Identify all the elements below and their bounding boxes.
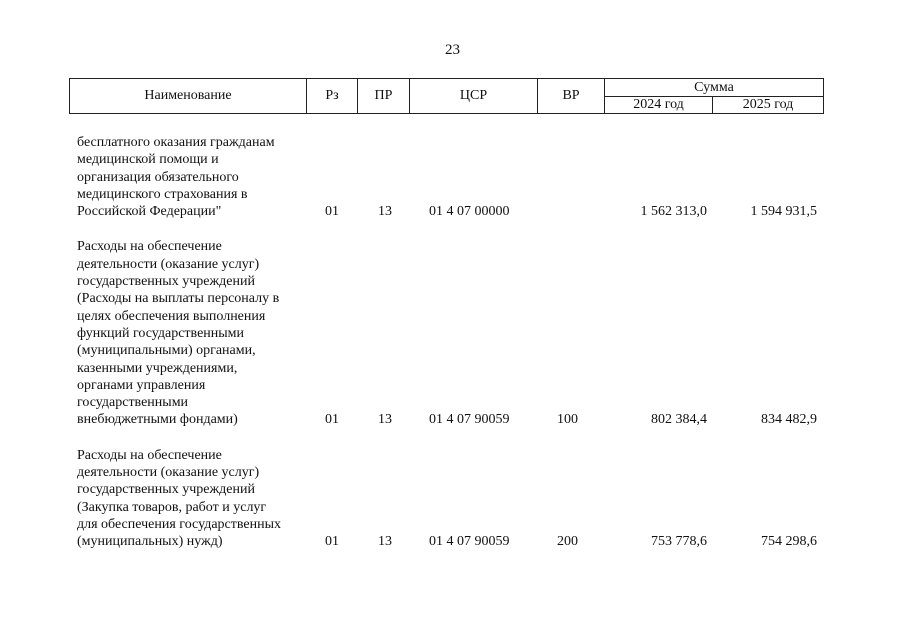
column-header-year-2024: 2024 год [605, 97, 713, 114]
table-header [69, 78, 824, 114]
row-name-line: (Закупка товаров, работ и услуг [77, 499, 267, 515]
row-name [69, 134, 312, 220]
table-row [69, 238, 821, 428]
row-name-line: государственными [77, 395, 189, 411]
column-header-name: Наименование [70, 79, 307, 114]
cell-rz: 01 [325, 204, 339, 220]
cell-csr: 01 4 07 90059 [429, 534, 510, 550]
row-name-line: органами управления [77, 377, 206, 393]
row-name-line: (муниципальными) органами, [77, 343, 256, 359]
cell-sum-2025: 1 594 931,5 [750, 204, 817, 220]
row-name-line: (муниципальных) нужд) [77, 534, 223, 550]
row-name-line: бесплатного оказания гражданам [77, 135, 275, 150]
row-name-line: для обеспечения государственных [77, 516, 281, 532]
cell-vr: 100 [557, 412, 578, 428]
row-name-line: казенными учреждениями, [77, 360, 238, 376]
column-header-csr: ЦСР [410, 79, 538, 114]
column-header-sum: Сумма [605, 79, 824, 97]
row-name-line: медицинской помощи и [77, 152, 219, 168]
page-number: 23 [445, 42, 460, 58]
table-row [69, 134, 821, 220]
row-name-line: деятельности (оказание услуг) [77, 256, 260, 272]
row-name-line: Российской Федерации" [77, 204, 222, 220]
row-name [69, 238, 312, 428]
cell-rz: 01 [325, 534, 339, 550]
row-name-line: государственных учреждений [77, 274, 255, 290]
cell-csr: 01 4 07 00000 [429, 204, 510, 220]
row-name-line: Расходы на обеспечение [77, 447, 222, 463]
column-header-year-2025: 2025 год [713, 97, 824, 114]
row-name-line: организация обязательного [77, 169, 239, 185]
row-name-line: деятельности (оказание услуг) [77, 465, 260, 481]
row-name-line: внебюджетными фондами) [77, 412, 238, 428]
row-name-line: Расходы на обеспечение [77, 239, 222, 255]
column-header-pr: ПР [358, 79, 410, 114]
cell-vr: 200 [557, 534, 578, 550]
table-row [69, 447, 821, 551]
row-name-line: государственных учреждений [77, 482, 255, 498]
row-name-line: целях обеспечения выполнения [77, 308, 266, 324]
cell-sum-2024: 753 778,6 [651, 534, 707, 550]
cell-sum-2025: 754 298,6 [761, 534, 817, 550]
cell-pr: 13 [378, 412, 392, 428]
row-name [69, 447, 312, 551]
table-body [69, 134, 821, 569]
cell-csr: 01 4 07 90059 [429, 412, 510, 428]
row-name-line: функций государственными [77, 325, 245, 341]
column-header-vr: ВР [538, 79, 605, 114]
cell-pr: 13 [378, 534, 392, 550]
column-header-rz: Рз [307, 79, 358, 114]
cell-rz: 01 [325, 412, 339, 428]
cell-pr: 13 [378, 204, 392, 220]
cell-sum-2024: 802 384,4 [651, 412, 707, 428]
cell-sum-2025: 834 482,9 [761, 412, 817, 428]
row-name-line: (Расходы на выплаты персоналу в [77, 291, 280, 307]
row-name-line: медицинского страхования в [77, 186, 248, 202]
cell-sum-2024: 1 562 313,0 [640, 204, 707, 220]
